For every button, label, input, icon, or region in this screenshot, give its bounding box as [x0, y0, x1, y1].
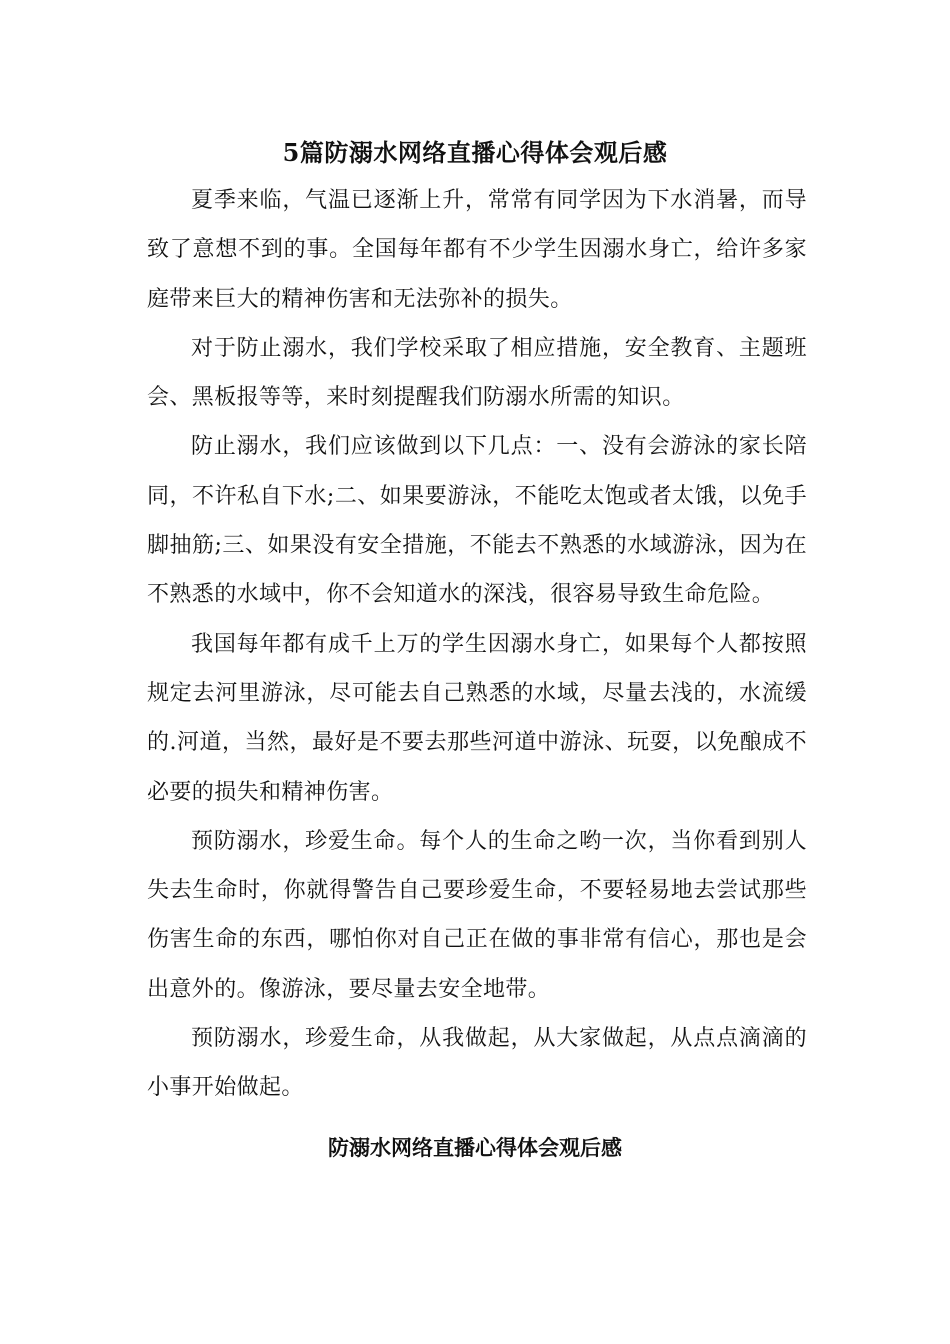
document-body [147, 176, 807, 1113]
paragraph-4: 我国每年都有成千上万的学生因溺水身亡，如果每个人都按照规定去河里游泳，尽可能去自己熟悉的水域，尽量去浅的，水流缓的.河道，当然，最好是不要去那些河道中游泳、玩耍，以免酿成不必要的损失和精神伤害。 [147, 631, 807, 805]
paragraph-5: 预防溺水，珍爱生命。每个人的生命之哟一次，当你看到别人失去生命时，你就得警告自己要珍爱生命，不要轻易地去尝试那些伤害生命的东西，哪怕你对自己正在做的事非常有信心，那也是会出意外的。像游泳，要尽量去安全地带。 [147, 828, 807, 1002]
paragraph-6: 预防溺水，珍爱生命，从我做起，从大家做起，从点点滴滴的小事开始做起。 [147, 1026, 807, 1101]
paragraph-1: 夏季来临，气温已逐渐上升，常常有同学因为下水消暑，而导致了意想不到的事。全国每年都有不少学生因溺水身亡，给许多家庭带来巨大的精神伤害和无法弥补的损失。 [147, 188, 807, 312]
paragraph-3: 防止溺水，我们应该做到以下几点：一、没有会游泳的家长陪同，不许私自下水;二、如果要游泳，不能吃太饱或者太饿，以免手脚抽筋;三、如果没有安全措施，不能去不熟悉的水域游泳，因为在不熟悉的水域中，你不会知道水的深浅，很容易导致生命危险。 [147, 434, 807, 608]
paragraph-2: 对于防止溺水，我们学校采取了相应措施，安全教育、主题班会、黑板报等等，来时刻提醒我们防溺水所需的知识。 [147, 335, 807, 411]
document-title: 5篇防溺水网络直播心得体会观后感 [282, 138, 668, 167]
section-subtitle: 防溺水网络直播心得体会观后感 [328, 1135, 622, 1160]
